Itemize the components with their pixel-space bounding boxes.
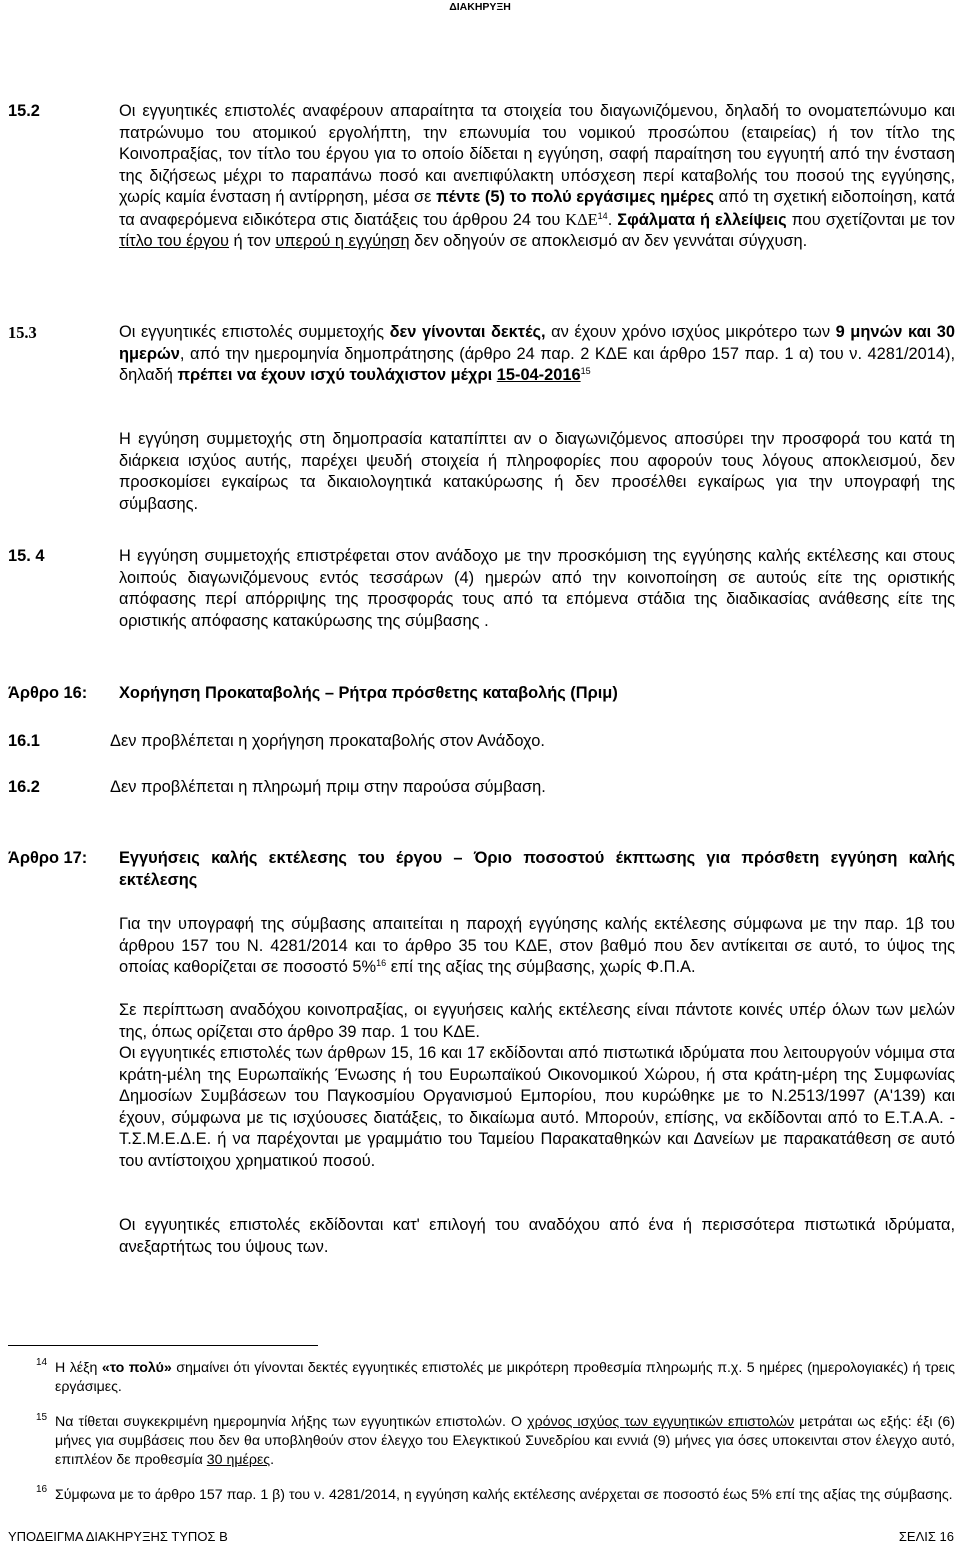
section-number-16-2: 16.2: [8, 778, 40, 796]
article-16-label: Άρθρο 16:: [8, 684, 88, 702]
article-17-title: Εγγυήσεις καλής εκτέλεσης του έργου – Όριο ποσοστού έκπτωσης για πρόσθετη εγγύηση καλής εκτέλεσης: [119, 849, 955, 889]
footnote-16-number: 16: [36, 1484, 48, 1495]
footnote-ref-15[interactable]: 15: [580, 366, 591, 376]
footnote-ref-16[interactable]: 16: [376, 958, 387, 968]
section-16-2-text: Δεν προβλέπεται η πληρωμή πριμ στην παρούσα σύμβαση.: [110, 778, 546, 796]
section-number-16-1: 16.1: [8, 732, 40, 750]
footnote-15-text: Να τίθεται συγκεκριμένη ημερομηνία λήξης των εγγυητικών επιστολών. Ο χρόνος ισχύος των εγγυητικών επιστολών μετράται ως εξής: έξι (6) μήνες για συμβάσεις που δεν θα υποβληθούν στον έλεγχο του Ελεγκτικού Συνεδρίου και εννιά (9) μήνες για όσες υποκεινται στον έλεγχο αυτό, επιπλέον δε προθεσμία 30 ημέρες.: [55, 1414, 955, 1468]
article-17-paragraph-2: Σε περίπτωση αναδόχου κοινοπραξίας, οι εγγυήσεις καλής εκτέλεσης είναι πάντοτε κοινές υπέρ όλων των μελών της, όπως ορίζεται στο άρθρο 39 παρ. 1 του ΚΔΕ.: [119, 1001, 955, 1041]
footnote-ref-14[interactable]: 14: [597, 210, 608, 221]
footnote-16-text: Σύμφωνα με το άρθρο 157 παρ. 1 β) του ν. 4281/2014, η εγγύηση καλής εκτέλεσης ανέρχεται σε ποσοστό έως 5% επί της αξίας της σύμβασης.: [55, 1487, 953, 1503]
section-16-1-text: Δεν προβλέπεται η χορήγηση προκαταβολής στον Ανάδοχο.: [110, 732, 545, 750]
footnote-14-number: 14: [36, 1357, 48, 1368]
article-17-paragraph-4: Οι εγγυητικές επιστολές εκδίδονται κατ' επιλογή του αναδόχου από ένα ή περισσότερα πιστωτικά ιδρύματα, ανεξαρτήτως του ύψους των.: [119, 1216, 955, 1256]
deadline-date: 15-04-2016: [496, 366, 581, 384]
page-header: ΔΙΑΚΗΡΥΞΗ: [449, 1, 511, 13]
section-number-15-4: 15. 4: [8, 547, 45, 565]
section-15-3-text: Οι εγγυητικές επιστολές συμμετοχής δεν γίνονται δεκτές, αν έχουν χρόνο ισχύος μικρότερο των 9 μηνών και 30 ημερών, από την ημερομηνία δημοπράτησης (άρθρο 24 παρ. 2 ΚΔΕ και άρθρο 157 παρ. 1 α) του ν. 4281/2014), δηλαδή πρέπει να έχουν ισχύ τουλάχιστον μέχρι 15-04-2016$^{15}$: [119, 323, 955, 384]
article-17-paragraph-3: Οι εγγυητικές επιστολές των άρθρων 15, 16 και 17 εκδίδονται από πιστωτικά ιδρύματα που λειτουργούν νόμιμα στα κράτη-μέλη της Ευρωπαϊκής Ένωσης ή του Ευρωπαϊκού Οικονομικού Χώρου, ή στα κράτη-μέρη της Συμφωνίας Δημοσίων Συμβάσεων του Παγκοσμίου Οργανισμού Εμπορίου, που κυρώθηκε με το Ν.2513/1997 (Α'139) και έχουν, σύμφωνα με τις ισχύουσες διατάξεις, το δικαίωμα αυτό. Μπορούν, επίσης, να εκδίδονται από το Ε.Τ.Α.Α. - Τ.Σ.Μ.Ε.Δ.Ε. ή να παρέχονται με γραμμάτιο του Ταμείου Παρακαταθηκών και Δανείων με παρακατάθεση σε αυτό του αντίστοιχου χρηματικού ποσού.: [119, 1044, 955, 1170]
footer-page-number: ΣΕΛΙΣ 16: [898, 1529, 954, 1544]
section-number-15-2: 15.2: [8, 102, 40, 120]
footer-left: ΥΠΟΔΕΙΓΜΑ ΔΙΑΚΗΡΥΞΗΣ ΤΥΠΟΣ Β: [8, 1529, 228, 1544]
section-15-2-text: Οι εγγυητικές επιστολές αναφέρουν απαραίτητα τα στοιχεία του διαγωνιζόμενου, δηλαδή το ονοματεπώνυμο και πατρώνυμο του ατομικού εργολήπτη, την επωνυμία του νομικού προσώπου (εταιρείας) ή τον τίτλο της Κοινοπραξίας, τον τίτλο του έργου για το οποίο δίδεται η εγγύηση, σαφή παραίτηση του εγγυητή από την ένσταση της διζήσεως μέχρι το παραπάνω ποσό και ανεπιφύλακτη υπόσχεση περί καταβολής του ποσού της εγγύησης, χωρίς καμία ένσταση ή αντίρρηση, μέσα σε πέντε (5) το πολύ εργάσιμες ημέρες από τη σχετική ειδοποίηση, κατά τα αναφερόμενα ειδικότερα στις διατάξεις του άρθρου 24 του ΚΔΕ$^{14}$. Σφάλματα ή ελλείψεις που σχετίζονται με τον τίτλο του έργου ή τον υπερού η εγγύηση δεν οδηγούν σε αποκλεισμό αν δεν γεννάται σύγχυση.: [119, 102, 956, 250]
footnote-separator: [8, 1345, 318, 1346]
footnote-15-number: 15: [36, 1412, 48, 1423]
article-17-paragraph-1: Για την υπογραφή της σύμβασης απαιτείται η παροχή εγγύησης καλής εκτέλεσης σύμφωνα με την παρ. 1β του άρθρου 157 του Ν. 4281/2014 και το άρθρο 35 του ΚΔΕ, στον βαθμό που δεν αντίκειται σε αυτό, το ύψος της οποίας καθορίζεται σε ποσοστό 5%$^{16}$ επί της αξίας της σύμβασης, χωρίς Φ.Π.Α.: [119, 915, 955, 976]
article-17-label: Άρθρο 17:: [8, 849, 88, 867]
section-number-15-3: 15.3: [8, 323, 37, 342]
section-15-4-text: Η εγγύηση συμμετοχής επιστρέφεται στον ανάδοχο με την προσκόμιση της εγγύησης καλής εκτέλεσης και στους λοιπούς διαγωνιζόμενους εντός τεσσάρων (4) ημερών από την κοινοποίηση σε αυτούς είτε της οριστικής απόφασης περί απόρριψης της προσφοράς τους από τα επόμενα στάδια της διαδικασίας ανάθεσης είτε της οριστικής απόφασης κατακύρωσης της σύμβασης .: [119, 547, 955, 630]
footnote-14-text: Η λέξη «το πολύ» σημαίνει ότι γίνονται δεκτές εγγυητικές επιστολές με μικρότερη προθεσμία πληρωμής π.χ. 5 ημέρες (ημερολογιακές) ή τρεις εργάσιμες.: [55, 1360, 955, 1395]
section-15-3-paragraph-2: Η εγγύηση συμμετοχής στη δημοπρασία καταπίπτει αν ο διαγωνιζόμενος αποσύρει την προσφορά του κατά τη διάρκεια ισχύος αυτής, παρέχει ψευδή στοιχεία ή πληροφορίες που αφορούν τους λόγους αποκλεισμού, δεν προσκομίσει εγκαίρως τα δικαιολογητικά κατακύρωσης ή δεν προσέλθει εγκαίρως για την υπογραφή της σύμβασης.: [119, 430, 955, 513]
article-16-title: Χορήγηση Προκαταβολής – Ρήτρα πρόσθετης καταβολής (Πριμ): [119, 684, 618, 702]
